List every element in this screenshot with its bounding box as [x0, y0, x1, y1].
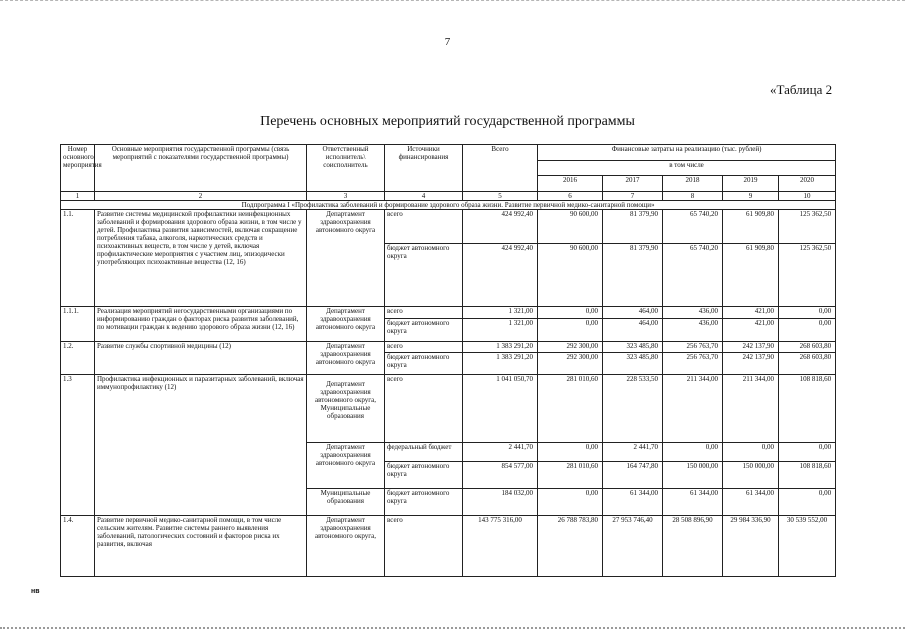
total-value: 1 321,00 [463, 307, 538, 319]
column-number: 1 [61, 192, 95, 201]
header-including: в том числе [538, 160, 836, 176]
year-value: 0,00 [779, 307, 836, 319]
header-year: 2017 [603, 176, 663, 192]
year-value: 0,00 [779, 489, 836, 516]
year-value: 0,00 [538, 319, 603, 342]
year-value: 281 010,60 [538, 375, 603, 443]
subprogram-title: Подпрограмма I «Профилактика заболеваний и формирование здорового образа жизни. Развитие первичной медико-санитарной помощи» [61, 201, 836, 210]
header-total: Всего [463, 145, 538, 192]
year-value: 256 763,70 [663, 353, 723, 375]
year-value: 323 485,80 [603, 353, 663, 375]
activity-executor: Департамент здравоохранения автономного округа, Муниципальные образования [307, 375, 385, 443]
year-value: 242 137,90 [723, 353, 779, 375]
activity-executor: Департамент здравоохранения автономного округа [307, 443, 385, 489]
total-value: 1 321,00 [463, 319, 538, 342]
funding-source: федеральный бюджет [385, 443, 463, 462]
table-reference: «Таблица 2 [770, 82, 833, 97]
activity-name: Развитие службы спортивной медицины (12) [95, 342, 307, 375]
header-sources: Источники финансирования [385, 145, 463, 192]
year-value: 464,00 [603, 307, 663, 319]
header-year: 2019 [723, 176, 779, 192]
year-value: 0,00 [723, 443, 779, 462]
year-value: 61 909,80 [723, 243, 779, 306]
activity-number: 1.1.1. [61, 307, 95, 342]
header-row [61, 145, 836, 161]
year-value: 256 763,70 [663, 342, 723, 353]
activity-executor: Департамент здравоохранения автономного округа, [307, 516, 385, 577]
column-number: 9 [723, 192, 779, 201]
year-value: 65 740,20 [663, 210, 723, 244]
year-value: 125 362,50 [779, 210, 836, 244]
total-value: 424 992,40 [463, 210, 538, 244]
year-value: 436,00 [663, 307, 723, 319]
total-value: 1 041 050,70 [463, 375, 538, 443]
year-value: 0,00 [538, 307, 603, 319]
column-number: 8 [663, 192, 723, 201]
year-value: 0,00 [538, 443, 603, 462]
year-value: 292 300,00 [538, 353, 603, 375]
year-value: 125 362,50 [779, 243, 836, 306]
column-numbers-row [61, 192, 836, 201]
page-number: 7 [444, 36, 451, 48]
year-value: 268 603,80 [779, 342, 836, 353]
year-value: 81 379,90 [603, 243, 663, 306]
activity-name: Развитие первичной медико-санитарной помощи, в том числе сельским жителям. Развитие системы раннего выявления заболеваний, патологических состояний и факторов риска их развития, включая [95, 516, 307, 577]
funding-source: всего [385, 342, 463, 353]
year-value: 0,00 [779, 319, 836, 342]
column-number: 5 [463, 192, 538, 201]
total-value: 143 775 316,00 [463, 516, 538, 577]
activity-executor: Департамент здравоохранения автономного округа [307, 342, 385, 375]
year-value: 2 441,70 [603, 443, 663, 462]
year-value: 28 508 896,90 [663, 516, 723, 577]
year-value: 65 740,20 [663, 243, 723, 306]
year-value: 268 603,80 [779, 353, 836, 375]
year-value: 0,00 [779, 443, 836, 462]
year-value: 323 485,80 [603, 342, 663, 353]
year-value: 421,00 [723, 307, 779, 319]
year-value: 90 600,00 [538, 210, 603, 244]
year-value: 61 344,00 [723, 489, 779, 516]
column-number: 6 [538, 192, 603, 201]
funding-source: всего [385, 516, 463, 577]
header-year: 2020 [779, 176, 836, 192]
year-value: 228 533,50 [603, 375, 663, 443]
funding-source: всего [385, 307, 463, 319]
header-executor: Ответственный исполнитель\ соисполнитель [307, 145, 385, 192]
year-value: 27 953 746,40 [603, 516, 663, 577]
funding-source: всего [385, 210, 463, 244]
year-value: 108 818,60 [779, 462, 836, 489]
footer-mark: нв [31, 588, 40, 595]
funding-source: бюджет автономного округа [385, 489, 463, 516]
funding-source: бюджет автономного округа [385, 243, 463, 306]
year-value: 281 010,60 [538, 462, 603, 489]
activities-table-container [60, 144, 835, 567]
activity-number: 1.1. [61, 210, 95, 307]
year-value: 29 984 336,90 [723, 516, 779, 577]
table-row [61, 210, 836, 244]
total-value: 854 577,00 [463, 462, 538, 489]
year-value: 211 344,00 [723, 375, 779, 443]
year-value: 436,00 [663, 319, 723, 342]
total-value: 424 992,40 [463, 243, 538, 306]
column-number: 4 [385, 192, 463, 201]
year-value: 0,00 [663, 443, 723, 462]
funding-source: бюджет автономного округа [385, 353, 463, 375]
year-value: 61 344,00 [603, 489, 663, 516]
table-row [61, 375, 836, 443]
activity-number: 1.3 [61, 375, 95, 516]
table-row [61, 307, 836, 319]
table-row [61, 342, 836, 353]
year-value: 421,00 [723, 319, 779, 342]
document-title: Перечень основных мероприятий государственной программы [260, 114, 635, 129]
year-value: 30 539 552,00 [779, 516, 836, 577]
total-value: 184 032,00 [463, 489, 538, 516]
table-row [61, 516, 836, 577]
column-number: 3 [307, 192, 385, 201]
total-value: 1 383 291,20 [463, 353, 538, 375]
subprogram-row [61, 201, 836, 210]
year-value: 242 137,90 [723, 342, 779, 353]
year-value: 150 000,00 [663, 462, 723, 489]
column-number: 2 [95, 192, 307, 201]
year-value: 0,00 [538, 489, 603, 516]
header-financing: Финансовые затраты на реализацию (тыс. рублей) [538, 145, 836, 161]
year-value: 211 344,00 [663, 375, 723, 443]
year-value: 81 379,90 [603, 210, 663, 244]
activity-name: Реализация мероприятий негосударственными организациями по информированию граждан о факторах риска развития заболеваний, по мотивации граждан к ведению здорового образа жизни (12, 16) [95, 307, 307, 342]
activity-name: Профилактика инфекционных и паразитарных заболеваний, включая иммунопрофилактику (12) [95, 375, 307, 516]
year-value: 292 300,00 [538, 342, 603, 353]
header-main-activities: Основные мероприятия государственной программы (связь мероприятий с показателями государственной программы) [95, 145, 307, 192]
year-value: 464,00 [603, 319, 663, 342]
funding-source: всего [385, 375, 463, 443]
page-top-edge [0, 0, 905, 4]
year-value: 150 000,00 [723, 462, 779, 489]
activity-name: Развитие системы медицинской профилактики неинфекционных заболеваний и формирования здорового образа жизни, в том числе у детей. Профилактика развития зависимостей, включая сокращение потребления табака, алкоголя, наркотических средств и психоактивных веществ, в том числе у детей, включая профилактические мероприятия с участием лиц, эпизодически употребляющих психоактивные вещества (12, 16) [95, 210, 307, 307]
activity-number: 1.4. [61, 516, 95, 577]
header-year: 2018 [663, 176, 723, 192]
column-number: 10 [779, 192, 836, 201]
page-bottom-edge [0, 627, 905, 633]
funding-source: бюджет автономного округа [385, 462, 463, 489]
column-number: 7 [603, 192, 663, 201]
year-value: 61 909,80 [723, 210, 779, 244]
year-value: 90 600,00 [538, 243, 603, 306]
year-value: 61 344,00 [663, 489, 723, 516]
activity-executor: Департамент здравоохранения автономного округа [307, 307, 385, 342]
header-year: 2016 [538, 176, 603, 192]
total-value: 1 383 291,20 [463, 342, 538, 353]
funding-source: бюджет автономного округа [385, 319, 463, 342]
activity-executor: Муниципальные образования [307, 489, 385, 516]
year-value: 164 747,80 [603, 462, 663, 489]
activities-table [60, 144, 836, 577]
year-value: 26 788 783,80 [538, 516, 603, 577]
total-value: 2 441,70 [463, 443, 538, 462]
header-num: Номер основного мероприятия [61, 145, 95, 192]
activity-executor: Департамент здравоохранения автономного округа [307, 210, 385, 307]
year-value: 108 818,60 [779, 375, 836, 443]
activity-number: 1.2. [61, 342, 95, 375]
